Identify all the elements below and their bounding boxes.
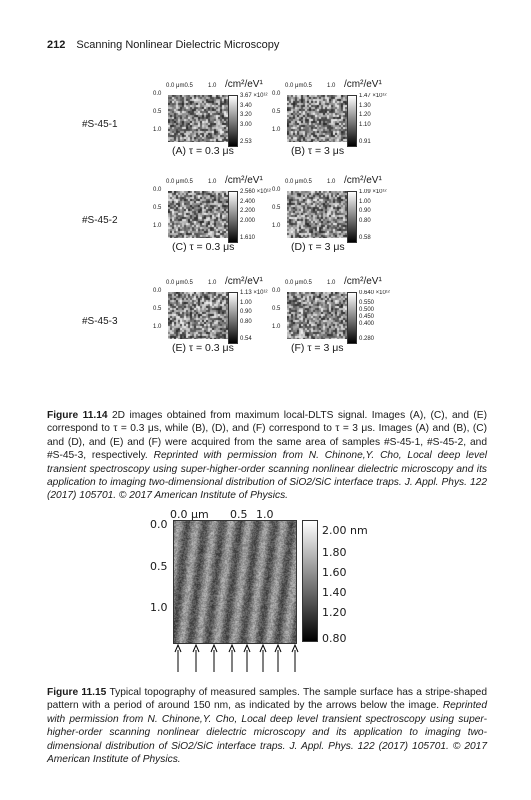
colorbar-unit: /cm²/eV¹ bbox=[344, 276, 382, 287]
y-tick: 0.0 bbox=[153, 91, 162, 97]
colorbar-tick: 3.20 bbox=[240, 112, 252, 119]
panel-caption: (C) τ = 0.3 μs bbox=[172, 241, 235, 253]
colorbar-tick: 2.200 bbox=[240, 208, 256, 215]
y-tick-0: 0.0 bbox=[150, 518, 168, 531]
y-tick: 1.0 bbox=[153, 127, 162, 133]
colorbar-tick: 1.13 ×10¹² bbox=[240, 290, 268, 296]
x-tick: 0.0 μm0.5 bbox=[285, 280, 312, 286]
caption-text: Typical topography of measured samples. The sample surface has a stripe-shaped pattern with a period of around 150 nm, as indicated by the arrows below the image. bbox=[47, 687, 487, 712]
colorbar-tick: 1.00 bbox=[240, 300, 252, 306]
colorbar-tick: 0.450 bbox=[359, 314, 375, 320]
topography-colorbar bbox=[302, 520, 318, 642]
page-header bbox=[47, 39, 279, 51]
x-tick: 0.0 μm0.5 bbox=[166, 179, 193, 185]
colorbar-unit: /cm²/eV¹ bbox=[225, 276, 263, 287]
colorbar-tick: 0.400 bbox=[359, 321, 375, 327]
panel-caption: (D) τ = 3 μs bbox=[291, 241, 345, 253]
dlts-map-image bbox=[168, 292, 230, 339]
colorbar-tick: 2.400 bbox=[240, 199, 256, 205]
colorbar-tick: 0.640 ×10¹² bbox=[359, 290, 390, 296]
colorbar-tick: 0.80 bbox=[240, 318, 252, 325]
colorbar-tick: 0.91 bbox=[359, 139, 371, 145]
colorbar-tick: 0.90 bbox=[240, 309, 252, 316]
running-title: Scanning Nonlinear Dielectric Microscopy bbox=[76, 39, 280, 51]
caption-text: 2D images obtained from maximum local-DLTS signal. Images (A), (C), and (E) correspond to τ = 0.3 μs, while (B), (D), and (F) correspond to τ = 3 μs. Images (A) and (B), (C) and (D), and (E) and (F) were acquired from the same area of samples #S-45-1, #S-45-2, and #S-45-3, respectively. bbox=[47, 410, 487, 462]
sample-label: #S-45-3 bbox=[82, 316, 118, 327]
colorbar-tick: 2.560 ×10¹² bbox=[240, 189, 271, 195]
dlts-map-image bbox=[168, 95, 230, 142]
page-number: 212 bbox=[47, 39, 66, 51]
x-tick: 1.0 bbox=[208, 83, 217, 89]
figure-11-14-caption bbox=[47, 409, 487, 503]
panel-caption: (A) τ = 0.3 μs bbox=[172, 145, 234, 157]
y-tick: 0.0 bbox=[272, 187, 281, 193]
colorbar-unit: /cm²/eV¹ bbox=[344, 175, 382, 186]
x-tick-0: 0.0 μm bbox=[170, 508, 209, 521]
panel-caption: (E) τ = 0.3 μs bbox=[172, 342, 234, 354]
topography-pixels bbox=[174, 521, 296, 643]
colorbar-tick: 1.30 bbox=[359, 103, 371, 109]
stripe-arrows bbox=[165, 644, 305, 674]
y-tick-2: 1.0 bbox=[150, 601, 168, 614]
colorbar-tick: 1.20 bbox=[322, 606, 347, 619]
x-tick-1: 0.5 bbox=[230, 508, 248, 521]
colorbar-tick: 1.00 bbox=[359, 199, 371, 205]
y-tick: 0.0 bbox=[153, 288, 162, 294]
colorbar bbox=[228, 191, 238, 243]
topography-image bbox=[173, 520, 297, 644]
colorbar-tick: 3.40 bbox=[240, 103, 252, 109]
colorbar-tick: 0.80 bbox=[322, 632, 347, 645]
y-tick: 0.0 bbox=[272, 288, 281, 294]
colorbar-tick: 1.09 ×10¹² bbox=[359, 189, 387, 195]
x-tick: 0.0 μm0.5 bbox=[166, 280, 193, 286]
colorbar bbox=[347, 95, 357, 147]
y-tick: 0.5 bbox=[153, 205, 162, 211]
x-tick: 1.0 bbox=[327, 179, 336, 185]
y-tick-1: 0.5 bbox=[150, 560, 168, 573]
caption-label: Figure 11.14 bbox=[47, 410, 108, 421]
figure-11-15-caption bbox=[47, 686, 487, 766]
colorbar bbox=[347, 191, 357, 243]
colorbar-tick: 0.550 bbox=[359, 300, 375, 306]
dlts-map-image bbox=[168, 191, 230, 238]
colorbar-tick: 3.00 bbox=[240, 121, 252, 128]
colorbar-tick: 1.20 bbox=[359, 112, 371, 119]
caption-label: Figure 11.15 bbox=[47, 687, 107, 698]
colorbar-tick: 0.58 bbox=[359, 235, 371, 241]
x-tick-2: 1.0 bbox=[256, 508, 274, 521]
x-tick: 0.0 μm0.5 bbox=[166, 83, 193, 89]
colorbar-tick: 1.60 bbox=[322, 566, 347, 579]
colorbar-tick: 0.54 bbox=[240, 336, 252, 342]
y-tick: 0.5 bbox=[272, 109, 281, 115]
sample-label: #S-45-1 bbox=[82, 119, 118, 130]
panel-caption: (F) τ = 3 μs bbox=[291, 342, 344, 354]
y-tick: 0.5 bbox=[153, 109, 162, 115]
caption-credit: Reprinted with permission from N. Chinone,Y. Cho, Local deep level transient spectroscopy using super-higher-order scanning nonlinear dielectric microscopy and its application to imaging two-dimensional distribution of SiO2/SiC interface traps. J. Appl. Phys. 122 (2017) 105701. © 2017 American Institute of Physics. bbox=[47, 700, 487, 766]
panel-caption: (B) τ = 3 μs bbox=[291, 145, 345, 157]
x-tick: 1.0 bbox=[327, 280, 336, 286]
colorbar-tick: 3.67 ×10¹² bbox=[240, 93, 268, 99]
colorbar-tick: 1.80 bbox=[322, 546, 347, 559]
y-tick: 1.0 bbox=[272, 324, 281, 330]
dlts-map-image bbox=[287, 191, 349, 238]
y-tick: 1.0 bbox=[153, 324, 162, 330]
colorbar-tick: 1.47 ×10¹² bbox=[359, 93, 387, 99]
y-tick: 1.0 bbox=[272, 223, 281, 229]
dlts-map-image bbox=[287, 292, 349, 339]
y-tick: 1.0 bbox=[272, 127, 281, 133]
x-tick: 1.0 bbox=[208, 179, 217, 185]
y-tick: 0.0 bbox=[272, 91, 281, 97]
colorbar-tick: 2.00 nm bbox=[322, 524, 368, 537]
dlts-map-image bbox=[287, 95, 349, 142]
colorbar-tick: 0.280 bbox=[359, 336, 375, 342]
y-tick: 1.0 bbox=[153, 223, 162, 229]
colorbar bbox=[228, 292, 238, 344]
y-tick: 0.5 bbox=[272, 205, 281, 211]
colorbar-unit: /cm²/eV¹ bbox=[225, 175, 263, 186]
x-tick: 1.0 bbox=[208, 280, 217, 286]
x-tick: 1.0 bbox=[327, 83, 336, 89]
colorbar-tick: 1.40 bbox=[322, 586, 347, 599]
colorbar-tick: 0.90 bbox=[359, 208, 371, 215]
colorbar-tick: 0.500 bbox=[359, 307, 375, 313]
x-tick: 0.0 μm0.5 bbox=[285, 83, 312, 89]
colorbar-unit: /cm²/eV¹ bbox=[225, 79, 263, 90]
y-tick: 0.5 bbox=[272, 306, 281, 312]
colorbar-tick: 0.80 bbox=[359, 217, 371, 224]
colorbar-tick: 2.000 bbox=[240, 217, 256, 224]
colorbar-unit: /cm²/eV¹ bbox=[344, 79, 382, 90]
colorbar bbox=[228, 95, 238, 147]
y-tick: 0.5 bbox=[153, 306, 162, 312]
caption-credit: Reprinted with permission from N. Chinone,Y. Cho, Local deep level transient spectroscopy using super-higher-order scanning nonlinear dielectric microscopy and its application to imaging two-dimensional distribution of SiO2/SiC interface traps. J. Appl. Phys. 122 (2017) 105701. © 2017 American Institute of Physics. bbox=[47, 450, 488, 502]
colorbar-tick: 1.10 bbox=[359, 121, 371, 128]
colorbar bbox=[347, 292, 357, 344]
colorbar-tick: 2.53 bbox=[240, 139, 252, 145]
x-tick: 0.0 μm0.5 bbox=[285, 179, 312, 185]
sample-label: #S-45-2 bbox=[82, 215, 118, 226]
y-tick: 0.0 bbox=[153, 187, 162, 193]
colorbar-tick: 1.610 bbox=[240, 235, 256, 241]
